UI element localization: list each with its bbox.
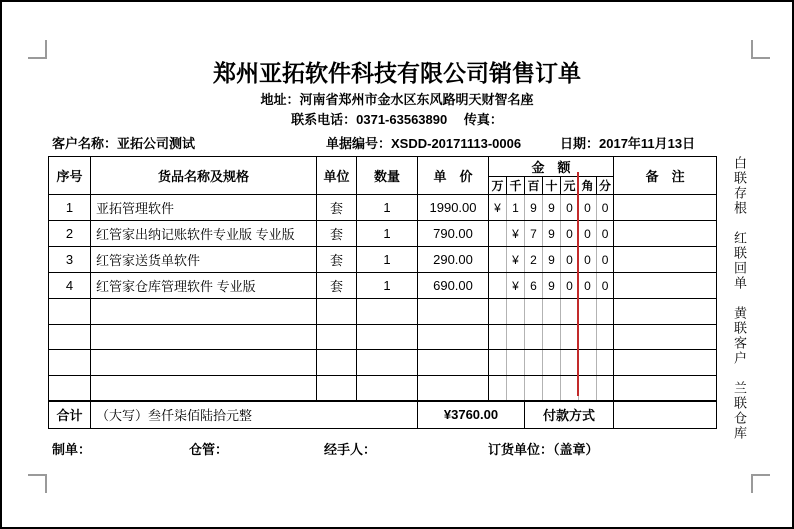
cell-amount-digit	[525, 325, 543, 350]
header-seq: 序号	[49, 157, 91, 195]
cell-price	[418, 376, 489, 401]
cell-amount-digit: 0	[579, 273, 597, 299]
table-row	[49, 247, 717, 273]
maker-label: 制单：	[52, 442, 92, 457]
digit-header-jiao: 角	[579, 177, 597, 195]
cell-amount-digit: 9	[543, 273, 561, 299]
cell-prod: 红管家出纳记账软件专业版 专业版	[91, 221, 317, 247]
cell-amount-digit: 7	[525, 221, 543, 247]
cell-prod	[91, 325, 317, 350]
digit-header-fen: 分	[597, 177, 614, 195]
cell-price	[418, 350, 489, 376]
cell-amount-digit: ¥	[489, 195, 507, 221]
header-unit: 单位	[317, 157, 357, 195]
header-remark: 备 注	[614, 157, 717, 195]
cell-amount-digit: 9	[525, 195, 543, 221]
cell-amount-digit	[525, 299, 543, 325]
cell-amount-digit: 6	[525, 273, 543, 299]
cell-unit: 套	[317, 273, 357, 299]
total-label: 合计	[49, 401, 91, 429]
cell-amount-digit	[597, 350, 614, 376]
crop-mark-bottom-left	[28, 474, 47, 493]
order-table	[48, 156, 717, 429]
cell-amount-digit: ¥	[507, 247, 525, 273]
table-row	[49, 273, 717, 299]
cell-price	[418, 299, 489, 325]
cell-unit	[317, 299, 357, 325]
cell-amount-digit	[543, 325, 561, 350]
cell-amount-digit	[561, 376, 579, 401]
digit-header-shi: 十	[543, 177, 561, 195]
cell-prod	[91, 299, 317, 325]
copy-label-white: 白联存根	[732, 156, 747, 216]
header-qty: 数量	[357, 157, 418, 195]
cell-amount-digit	[543, 376, 561, 401]
cell-seq: 2	[49, 221, 91, 247]
copy-label-red: 红联回单	[732, 231, 747, 291]
cell-price: 690.00	[418, 273, 489, 299]
cell-amount-digit	[525, 350, 543, 376]
cell-amount-digit: 9	[543, 195, 561, 221]
cell-amount-digit: 1	[507, 195, 525, 221]
cell-amount-digit: 0	[597, 195, 614, 221]
cell-qty	[357, 325, 418, 350]
cell-price: 290.00	[418, 247, 489, 273]
digit-header-qian: 千	[507, 177, 525, 195]
table-row	[49, 221, 717, 247]
cell-seq: 4	[49, 273, 91, 299]
cell-amount-digit	[489, 350, 507, 376]
cell-seq	[49, 350, 91, 376]
handler-label: 经手人：	[324, 442, 377, 457]
cell-seq	[49, 299, 91, 325]
company-address: 地址：河南省郑州市金水区东风路明天财智名座	[260, 92, 534, 107]
empty-table-row	[49, 376, 717, 401]
cell-unit: 套	[317, 247, 357, 273]
cell-unit	[317, 325, 357, 350]
cell-remark	[614, 376, 717, 401]
cell-amount-digit	[561, 325, 579, 350]
cell-seq	[49, 376, 91, 401]
cell-amount-digit: 0	[597, 273, 614, 299]
cell-amount-digit	[489, 325, 507, 350]
cell-amount-digit	[597, 376, 614, 401]
cell-qty: 1	[357, 247, 418, 273]
cell-amount-digit: 0	[579, 195, 597, 221]
digit-header-yuan: 元	[561, 177, 579, 195]
cell-qty	[357, 299, 418, 325]
cell-amount-digit: 9	[543, 221, 561, 247]
cell-seq: 1	[49, 195, 91, 221]
cell-unit	[317, 350, 357, 376]
cell-seq: 3	[49, 247, 91, 273]
payment-method-label: 付款方式	[525, 401, 614, 429]
total-in-words: （大写）叁仟柒佰陆拾元整	[91, 401, 418, 429]
cell-amount-digit: 0	[597, 221, 614, 247]
cell-amount-digit	[507, 376, 525, 401]
cell-seq	[49, 325, 91, 350]
cell-amount-digit	[543, 299, 561, 325]
total-row	[49, 401, 717, 429]
cell-prod: 红管家仓库管理软件 专业版	[91, 273, 317, 299]
cell-remark	[614, 247, 717, 273]
cell-amount-digit	[561, 350, 579, 376]
cell-prod: 亚拓管理软件	[91, 195, 317, 221]
cell-amount-digit: 0	[597, 247, 614, 273]
cell-amount-digit: 2	[525, 247, 543, 273]
cell-amount-digit: 0	[561, 273, 579, 299]
cell-amount-digit: ¥	[507, 221, 525, 247]
cell-price: 1990.00	[418, 195, 489, 221]
payment-method-value	[614, 401, 717, 429]
order-date: 日期：2017年11月13日	[560, 136, 696, 151]
cell-amount-digit	[507, 299, 525, 325]
company-phone-fax: 联系电话：0371-63563890 传真：	[291, 112, 503, 127]
empty-table-row	[49, 350, 717, 376]
cell-amount-digit: ¥	[507, 273, 525, 299]
cell-prod	[91, 376, 317, 401]
cell-amount-digit	[525, 376, 543, 401]
digit-header-wan: 万	[489, 177, 507, 195]
cell-amount-digit: 0	[561, 221, 579, 247]
cell-amount-digit	[489, 221, 507, 247]
cell-amount-digit	[543, 350, 561, 376]
cell-qty	[357, 350, 418, 376]
cell-amount-digit	[561, 299, 579, 325]
cell-price	[418, 325, 489, 350]
cell-remark	[614, 325, 717, 350]
cell-amount-digit	[597, 325, 614, 350]
cell-amount-digit: 0	[561, 195, 579, 221]
cell-prod	[91, 350, 317, 376]
cell-prod: 红管家送货单软件	[91, 247, 317, 273]
header-price: 单 价	[418, 157, 489, 195]
cell-amount-digit	[489, 299, 507, 325]
cell-qty: 1	[357, 273, 418, 299]
cell-remark	[614, 299, 717, 325]
cell-remark	[614, 350, 717, 376]
copy-label-blue: 兰联仓库	[732, 381, 747, 441]
cell-amount-digit	[597, 299, 614, 325]
cell-qty: 1	[357, 195, 418, 221]
cell-unit: 套	[317, 195, 357, 221]
cell-price: 790.00	[418, 221, 489, 247]
cell-remark	[614, 195, 717, 221]
cell-amount-digit	[507, 325, 525, 350]
cell-amount-digit	[579, 376, 597, 401]
cell-remark	[614, 221, 717, 247]
total-amount: ¥3760.00	[418, 401, 525, 429]
cell-amount-digit	[507, 350, 525, 376]
cell-unit	[317, 376, 357, 401]
cell-amount-digit	[489, 376, 507, 401]
cell-unit: 套	[317, 221, 357, 247]
cell-amount-digit	[489, 273, 507, 299]
table-row	[49, 195, 717, 221]
cell-amount-digit: 0	[561, 247, 579, 273]
cell-qty: 1	[357, 221, 418, 247]
cell-amount-digit: 9	[543, 247, 561, 273]
cell-amount-digit	[579, 325, 597, 350]
cell-amount-digit	[579, 350, 597, 376]
header-amount: 金 额	[489, 157, 614, 177]
empty-table-row	[49, 299, 717, 325]
copy-label-yellow: 黄联客户	[732, 306, 747, 366]
empty-table-row	[49, 325, 717, 350]
copy-labels	[730, 156, 749, 456]
cell-amount-digit: 0	[579, 221, 597, 247]
order-number: 单据编号：XSDD-20171113-0006	[326, 136, 522, 151]
document-title: 郑州亚拓软件科技有限公司销售订单	[213, 60, 581, 86]
crop-mark-bottom-right	[751, 474, 770, 493]
cell-amount-digit	[579, 299, 597, 325]
customer-name: 客户名称：亚拓公司测试	[52, 136, 196, 151]
digit-header-bai: 百	[525, 177, 543, 195]
cell-remark	[614, 273, 717, 299]
warehouse-keeper-label: 仓管：	[189, 442, 229, 457]
orderer-seal-label: 订货单位：（盖章）	[488, 442, 599, 457]
header-product: 货品名称及规格	[91, 157, 317, 195]
cell-amount-digit: 0	[579, 247, 597, 273]
cell-amount-digit	[489, 247, 507, 273]
cell-qty	[357, 376, 418, 401]
